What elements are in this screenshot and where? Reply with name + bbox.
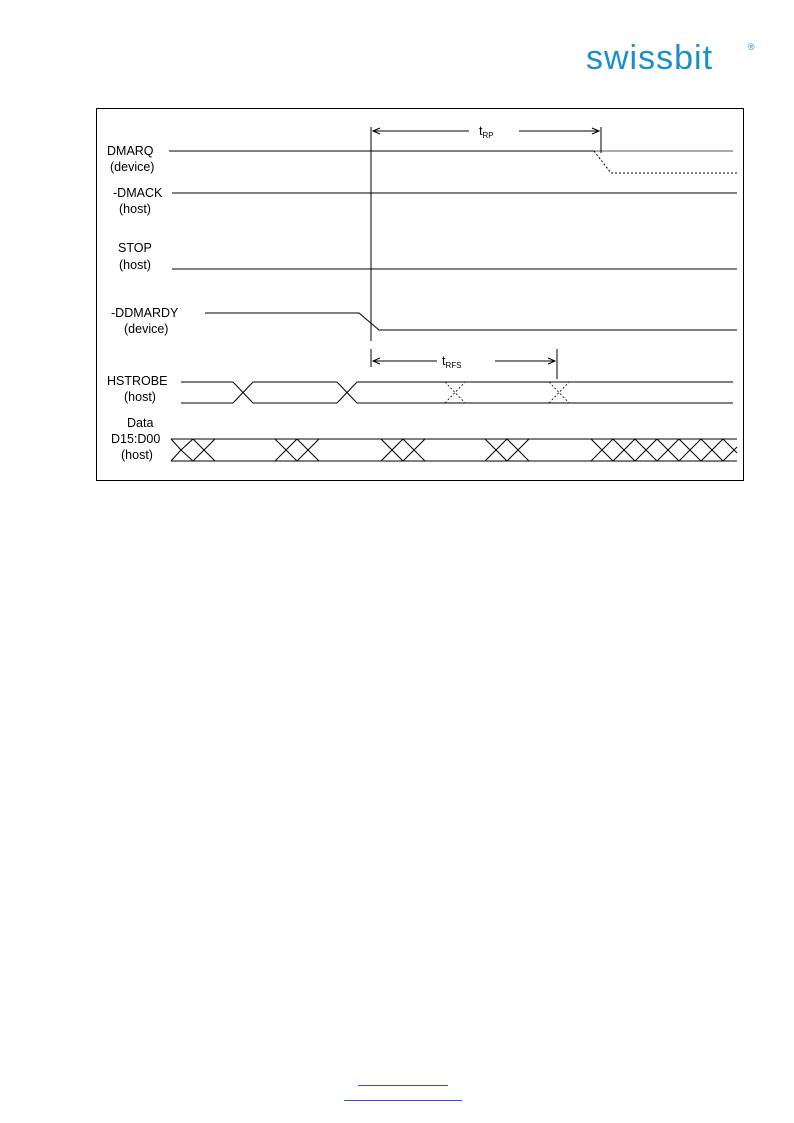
label-dmarq-sub: (device) — [110, 160, 155, 174]
label-hstrobe: HSTROBE — [107, 374, 168, 388]
dmarq-fall — [594, 151, 611, 173]
label-data: Data — [127, 416, 154, 430]
data-bus-waveform — [171, 439, 737, 461]
ddmardy-line — [205, 313, 737, 330]
timing-diagram — [96, 108, 744, 481]
trfs-label: $t_{RFS}$ — [442, 354, 462, 370]
timing-diagram-svg — [97, 109, 745, 482]
label-stop: STOP — [118, 241, 152, 255]
swissbit-logo — [586, 39, 755, 77]
label-dmarq: DMARQ — [107, 144, 154, 158]
label-hstrobe-sub: (host) — [124, 390, 156, 404]
trp-label: $t_{RP}$ — [479, 124, 494, 140]
label-data-sub: (host) — [121, 448, 153, 462]
label-ddmardy: -DDMARDY — [111, 306, 179, 320]
label-dmack: -DMACK — [113, 186, 163, 200]
label-stop-sub: (host) — [119, 258, 151, 272]
footer-link-underline-2[interactable] — [344, 1100, 462, 1101]
footer-link-underline-1[interactable] — [358, 1085, 448, 1086]
label-data-bus: D15:D00 — [111, 432, 161, 446]
registered-mark: ® — [748, 42, 755, 52]
label-dmack-sub: (host) — [119, 202, 151, 216]
label-ddmardy-sub: (device) — [124, 322, 169, 336]
brand-name: swissbit — [586, 39, 714, 77]
